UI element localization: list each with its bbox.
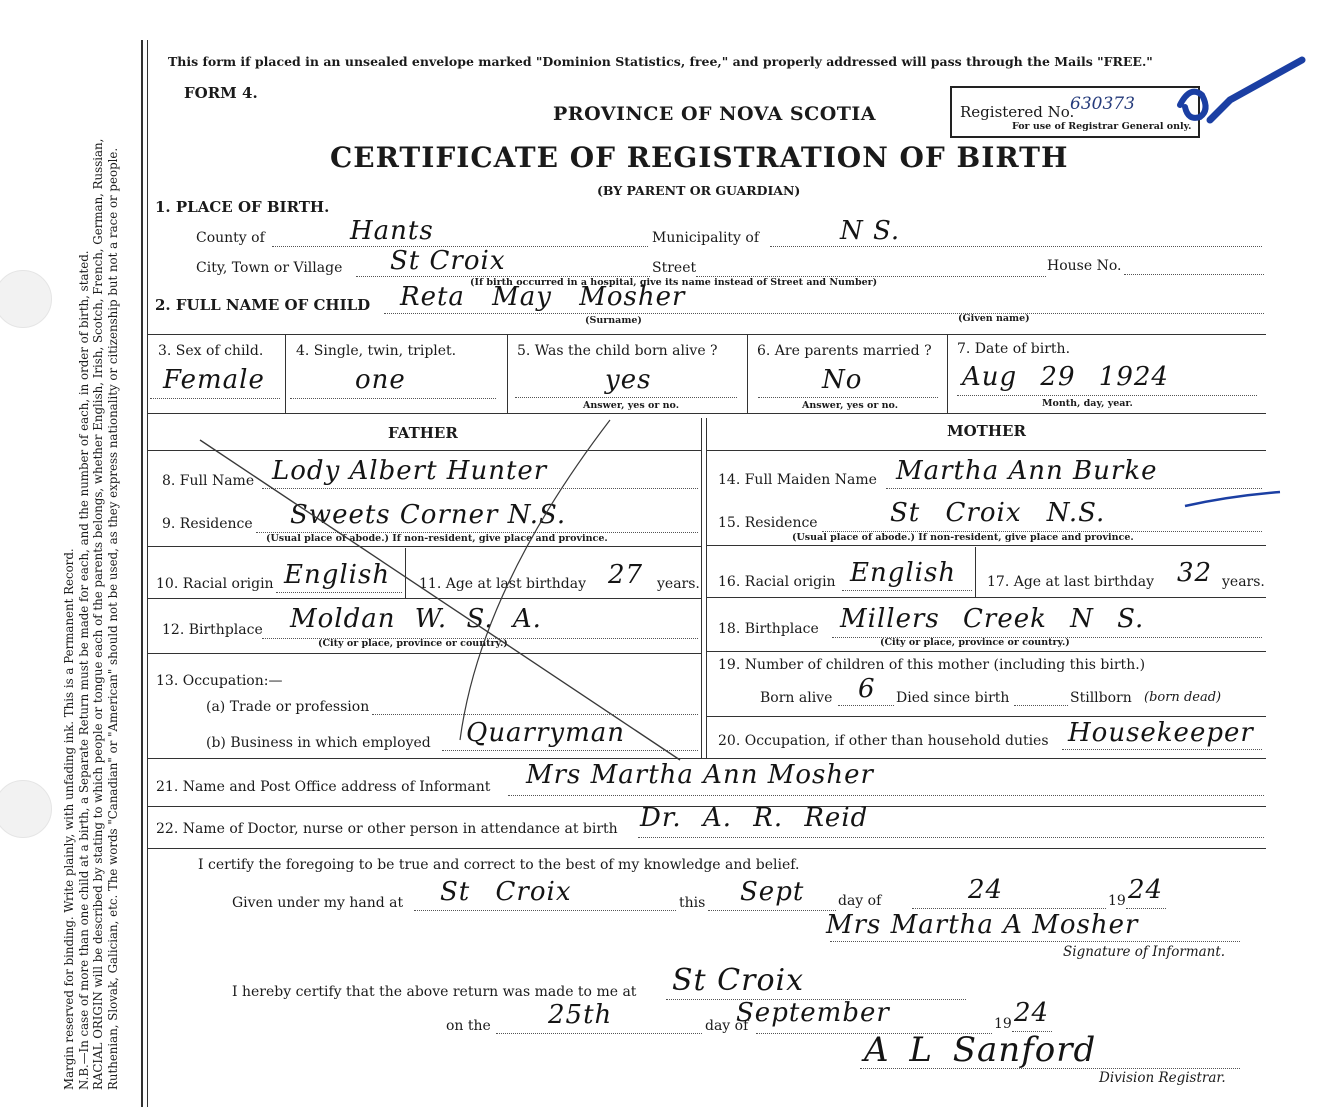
margin-line-1: Margin reserved for binding. Write plainly, with unfading ink. This is a Permanent Record. — [62, 548, 76, 1090]
city-label: City, Town or Village — [196, 260, 343, 276]
father-age-years: years. — [657, 576, 700, 592]
father-birthplace-value: Moldan W. S. A. — [290, 604, 542, 634]
informant-line — [508, 795, 1264, 796]
dob-label: 7. Date of birth. — [957, 341, 1071, 357]
mother-residence-value: St Croix N.S. — [890, 498, 1106, 528]
full-name-heading: 2. FULL NAME OF CHILD — [155, 296, 371, 314]
mother-name-value: Martha Ann Burke — [896, 456, 1158, 486]
died-label: Died since birth — [896, 690, 1010, 706]
dob-note: Month, day, year. — [1042, 398, 1133, 409]
trade-label: (a) Trade or profession — [206, 699, 370, 715]
married-line — [758, 397, 938, 398]
married-label: 6. Are parents married ? — [757, 343, 932, 359]
mother-occupation-value: Housekeeper — [1068, 718, 1254, 748]
married-value: No — [822, 365, 863, 395]
sex-line — [150, 398, 280, 399]
on-the-label: on the — [446, 1018, 491, 1034]
born-dead-note: (born dead) — [1144, 690, 1222, 705]
business-value: Quarryman — [466, 718, 626, 748]
strike-through-mark — [180, 410, 700, 770]
father-heading: FATHER — [388, 424, 458, 442]
this-label: this — [679, 895, 706, 911]
given-at-value: St Croix — [440, 877, 572, 907]
informant-signature: Mrs Martha A Mosher — [826, 910, 1139, 940]
mother-age-value: 32 — [1177, 558, 1213, 588]
day-of-label: day of — [838, 893, 882, 909]
binding-hole-bottom — [0, 780, 52, 838]
col-div-4 — [947, 334, 948, 413]
registrar-use-note: For use of Registrar General only. — [1012, 121, 1192, 132]
child-name-value: Reta May Mosher — [400, 282, 686, 312]
married-answer-note: Answer, yes or no. — [802, 400, 899, 411]
alive-line — [515, 397, 737, 398]
margin-line-2: N.B.—In case of more than one child at a birth, a Separate Return must be made for each, and the number of each, in order of birth, stated. — [76, 250, 91, 1090]
city-value: St Croix — [390, 246, 506, 276]
col-div-2 — [507, 334, 508, 413]
hereby-certify-label: I hereby certify that the above return was made to me at — [232, 984, 637, 1000]
father-birthplace-label: 12. Birthplace — [162, 622, 263, 638]
mother-age-label: 17. Age at last birthday — [987, 574, 1155, 590]
informant-value: Mrs Martha Ann Mosher — [526, 760, 874, 790]
given-month-line — [708, 910, 836, 911]
single-label: 4. Single, twin, triplet. — [296, 343, 457, 359]
street-label: Street — [652, 260, 697, 276]
margin-line-4: Ruthenian, Slovak, Galician, etc. The words "Canadian" or "American" should not be used, as they express nationality or citizenship but not a race or people. — [105, 147, 120, 1090]
registered-number: 630373 — [1070, 94, 1135, 114]
mother-race-divider — [975, 547, 976, 597]
registered-label: Registered No. — [960, 103, 1075, 121]
father-residence-value: Sweets Corner N.S. — [290, 500, 567, 530]
received-day-line — [496, 1033, 702, 1034]
mother-occupation-label: 20. Occupation, if other than household duties — [718, 733, 1049, 749]
received-day-value: 25th — [548, 1000, 613, 1030]
place-of-birth-heading: 1. PLACE OF BIRTH. — [155, 198, 330, 216]
doctor-line — [638, 837, 1264, 838]
year-prefix-label: 19 — [1108, 893, 1126, 909]
single-line — [290, 398, 496, 399]
certificate-subtitle: (BY PARENT OR GUARDIAN) — [597, 183, 801, 198]
doctor-value: Dr. A. R. Reid — [640, 803, 869, 833]
mother-birthplace-label: 18. Birthplace — [718, 621, 819, 637]
check-mark-icon — [1140, 55, 1310, 135]
mother-birthplace-value: Millers Creek N S. — [840, 604, 1145, 634]
col-div-1 — [285, 334, 286, 413]
parents-bottom-rule — [148, 758, 1266, 759]
mother-rule-1 — [706, 545, 1266, 546]
sex-value: Female — [163, 365, 265, 395]
alive-value: yes — [605, 365, 652, 395]
father-race-value: English — [284, 560, 391, 590]
mother-rule-4 — [706, 716, 1266, 717]
received-at-value: St Croix — [672, 963, 805, 998]
municipality-value: N S. — [840, 216, 901, 246]
mother-occupation-line — [1062, 749, 1262, 750]
father-residence-note: (Usual place of abode.) If non-resident, give place and province. — [266, 533, 608, 544]
received-year-value: 24 — [1014, 998, 1050, 1028]
informant-signature-line — [830, 941, 1240, 942]
mother-race-value: English — [850, 558, 957, 588]
house-line — [1124, 274, 1264, 275]
business-label: (b) Business in which employed — [206, 735, 431, 751]
blue-underline-mark — [1180, 484, 1290, 514]
sex-label: 3. Sex of child. — [158, 343, 264, 359]
stillborn-label: Stillborn — [1070, 690, 1132, 706]
mother-heading: MOTHER — [947, 422, 1026, 440]
municipality-label: Municipality of — [652, 230, 760, 246]
row-top-rule — [148, 334, 1266, 335]
father-residence-label: 9. Residence — [162, 516, 253, 532]
parents-divider-2 — [706, 418, 707, 758]
full-name-line — [384, 313, 1264, 314]
registrar-signature: A L Sanford — [864, 1030, 1097, 1070]
received-month-value: September — [736, 998, 890, 1028]
mother-rule-3 — [706, 651, 1266, 652]
mother-race-label: 16. Racial origin — [718, 574, 836, 590]
county-value: Hants — [350, 216, 434, 246]
father-race-label: 10. Racial origin — [156, 576, 274, 592]
occupation-label: 13. Occupation:— — [156, 673, 283, 689]
given-name-note: (Given name) — [958, 313, 1030, 324]
hospital-note: (If birth occurred in a hospital, give its name instead of Street and Number) — [470, 277, 878, 288]
binding-hole-top — [0, 270, 52, 328]
mother-birthplace-note: (City or place, province or country.) — [880, 637, 1070, 648]
signature-informant-caption: Signature of Informant. — [1063, 944, 1226, 960]
mother-age-years: years. — [1222, 574, 1265, 590]
margin-line-3: RACIAL ORIGIN will be described by stating to which people or tongue each of the parents belongs, whether English, Irish, Scotch, French, German, Russian, — [91, 138, 105, 1090]
father-age-value: 27 — [608, 560, 644, 590]
father-age-label: 11. Age at last birthday — [419, 576, 587, 592]
given-year-value: 24 — [1128, 875, 1164, 905]
dob-line — [957, 395, 1257, 396]
mother-race-line — [842, 590, 972, 591]
informant-label: 21. Name and Post Office address of Informant — [156, 779, 491, 795]
father-name-label: 8. Full Name — [162, 473, 255, 489]
mother-name-label: 14. Full Maiden Name — [718, 472, 877, 488]
doctor-label: 22. Name of Doctor, nurse or other person in attendance at birth — [156, 821, 618, 837]
col-div-3 — [747, 334, 748, 413]
margin-instructions — [62, 35, 120, 1090]
given-day-line — [912, 908, 1106, 909]
died-line — [1014, 705, 1068, 706]
single-value: one — [355, 365, 406, 395]
county-label: County of — [196, 230, 265, 246]
house-label: House No. — [1047, 258, 1122, 274]
year-prefix-label-2: 19 — [994, 1016, 1012, 1032]
born-alive-label: Born alive — [760, 690, 833, 706]
margin-rule — [141, 40, 143, 1107]
parents-divider — [701, 418, 702, 758]
alive-label: 5. Was the child born alive ? — [517, 343, 718, 359]
mother-rule-2 — [706, 597, 1266, 598]
doctor-rule — [148, 848, 1266, 849]
day-of-label-2: day of — [705, 1018, 749, 1034]
certificate-title: CERTIFICATE OF REGISTRATION OF BIRTH — [330, 141, 1069, 174]
dob-value: Aug 29 1924 — [962, 362, 1169, 392]
alive-answer-note: Answer, yes or no. — [583, 400, 680, 411]
given-year-line — [1126, 908, 1166, 909]
father-birthplace-note: (City or place, province or country.) — [318, 638, 508, 649]
municipality-line — [770, 246, 1262, 247]
father-name-value: Lody Albert Hunter — [272, 456, 548, 486]
province-title: PROVINCE OF NOVA SCOTIA — [553, 103, 877, 125]
given-hand-label: Given under my hand at — [232, 895, 404, 911]
mother-head-rule — [706, 450, 1266, 451]
mother-residence-note: (Usual place of abode.) If non-resident, give place and province. — [792, 532, 1134, 543]
children-label: 19. Number of children of this mother (including this birth.) — [718, 657, 1146, 673]
surname-note: (Surname) — [585, 315, 642, 326]
born-alive-value: 6 — [858, 674, 876, 704]
given-month-value: Sept — [740, 877, 805, 907]
certify-statement: I certify the foregoing to be true and correct to the best of my knowledge and belief. — [198, 857, 800, 873]
born-alive-line — [838, 705, 894, 706]
form-number: FORM 4. — [184, 84, 258, 102]
given-at-line — [414, 910, 676, 911]
margin-rule-inner — [147, 40, 148, 1107]
given-day-value: 24 — [968, 875, 1004, 905]
division-registrar-caption: Division Registrar. — [1099, 1070, 1226, 1086]
mother-residence-label: 15. Residence — [718, 515, 818, 531]
mail-notice: This form if placed in an unsealed envelope marked "Dominion Statistics, free," and properly addressed will pass through the Mails "FREE." — [168, 54, 1153, 69]
